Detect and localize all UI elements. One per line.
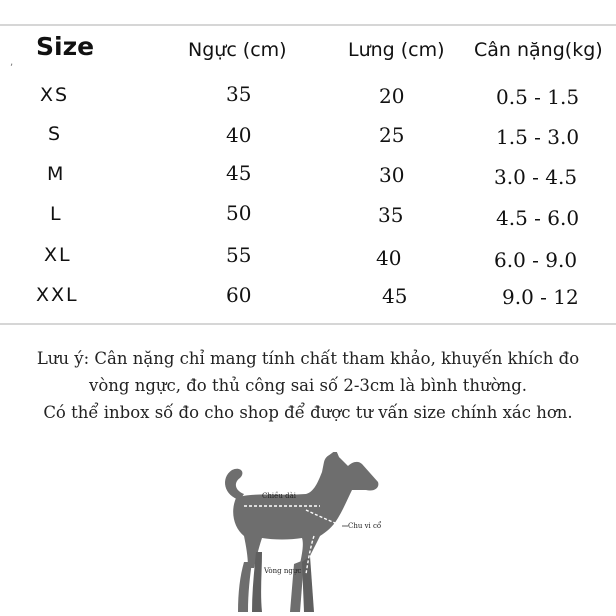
header-back: Lưng (cm): [348, 39, 445, 61]
size-cell: L: [50, 203, 63, 225]
note-text: [0, 345, 616, 426]
size-cell: XS: [40, 84, 70, 106]
table-row: [0, 120, 616, 156]
dog-silhouette: [225, 452, 378, 612]
weight-cell: 4.5 - 6.0: [496, 206, 580, 230]
weight-cell: 9.0 - 12: [502, 285, 579, 309]
note-line: vòng ngực, đo thủ công sai số 2-3cm là bình thường.: [89, 376, 527, 395]
chest-cell: 45: [226, 161, 252, 185]
size-cell: M: [47, 163, 66, 185]
note-line: Lưu ý: Cân nặng chỉ mang tính chất tham khảo, khuyến khích đo: [36, 349, 580, 368]
length-label: Chiều dài: [262, 492, 297, 500]
chest-cell: 60: [226, 283, 252, 307]
back-cell: 45: [382, 284, 408, 308]
size-cell: XL: [44, 244, 72, 266]
size-cell: S: [48, 123, 63, 145]
table-row: [0, 280, 616, 316]
table-row: [0, 200, 616, 236]
chest-cell: 35: [226, 82, 252, 106]
back-cell: 25: [379, 123, 405, 147]
stray-mark: ,: [10, 57, 14, 68]
table-row: [0, 80, 616, 116]
chest-cell: 50: [226, 201, 252, 225]
table-row: [0, 160, 616, 196]
chest-cell: 55: [226, 243, 252, 267]
neck-label: Chu vi cổ: [348, 522, 382, 530]
size-cell: XXL: [36, 284, 79, 306]
weight-cell: 1.5 - 3.0: [496, 125, 580, 149]
back-cell: 35: [378, 203, 404, 227]
weight-cell: 0.5 - 1.5: [496, 85, 580, 109]
header-weight: Cân nặng(kg): [474, 39, 603, 61]
top-divider: [0, 24, 616, 26]
back-cell: 20: [379, 84, 405, 108]
chest-cell: 40: [226, 123, 252, 147]
bottom-divider: [0, 323, 616, 325]
weight-cell: 3.0 - 4.5: [494, 165, 578, 189]
chest-label: Vòng ngực: [264, 567, 302, 575]
weight-cell: 6.0 - 9.0: [494, 248, 578, 272]
dog-measurement-diagram: [210, 452, 390, 616]
back-cell: 30: [379, 163, 405, 187]
header-chest: Ngực (cm): [188, 39, 287, 61]
table-row: [0, 240, 616, 276]
back-cell: 40: [376, 246, 402, 270]
header-size: Size: [36, 32, 95, 61]
note-line: Có thể inbox số đo cho shop để được tư vấn size chính xác hơn.: [43, 403, 573, 422]
